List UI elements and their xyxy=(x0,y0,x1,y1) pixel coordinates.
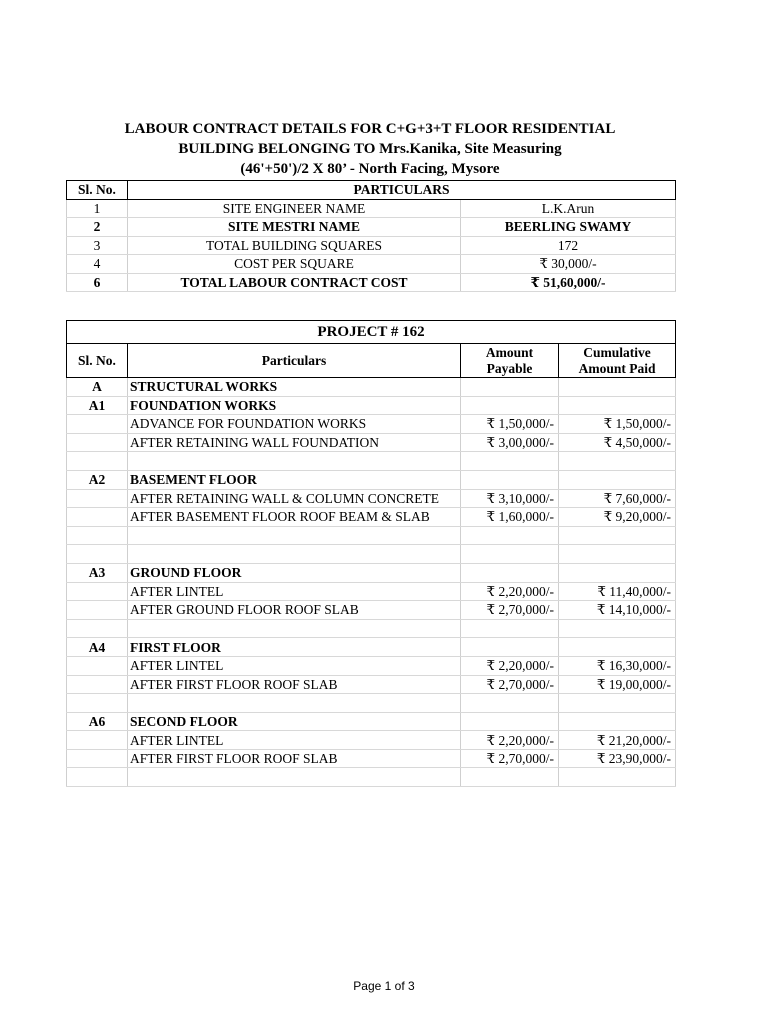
row-amount-payable: ₹ 2,20,000/- xyxy=(461,582,559,601)
row-amount-payable: ₹ 3,00,000/- xyxy=(461,433,559,452)
row-particulars: AFTER LINTEL xyxy=(128,656,461,675)
row-slno xyxy=(67,749,128,768)
row-amount-payable: ₹ 3,10,000/- xyxy=(461,489,559,508)
row-cumulative-paid: ₹ 9,20,000/- xyxy=(559,508,676,527)
cumulative-header-line-1: Cumulative xyxy=(583,344,651,360)
row-amount-payable xyxy=(461,396,559,415)
row-amount-payable: ₹ 1,50,000/- xyxy=(461,415,559,434)
row-amount-payable: ₹ 2,20,000/- xyxy=(461,656,559,675)
project-header-particulars: Particulars xyxy=(128,344,461,378)
row-amount-payable: ₹ 1,60,000/- xyxy=(461,508,559,527)
row-cumulative-paid: ₹ 23,90,000/- xyxy=(559,749,676,768)
summary-slno: 1 xyxy=(67,199,128,218)
summary-row xyxy=(67,218,676,237)
row-cumulative-paid xyxy=(559,470,676,489)
table-row xyxy=(67,545,676,564)
page-number: Page 1 of 3 xyxy=(353,979,415,993)
row-amount-payable xyxy=(461,638,559,657)
summary-value: ₹ 30,000/- xyxy=(461,255,676,274)
summary-value: ₹ 51,60,000/- xyxy=(461,273,676,292)
row-slno: A4 xyxy=(67,638,128,657)
project-table xyxy=(66,320,676,787)
row-amount-payable: ₹ 2,70,000/- xyxy=(461,749,559,768)
row-cumulative-paid xyxy=(559,452,676,471)
summary-slno: 4 xyxy=(67,255,128,274)
row-cumulative-paid xyxy=(559,563,676,582)
row-amount-payable: ₹ 2,70,000/- xyxy=(461,601,559,620)
row-amount-payable xyxy=(461,526,559,545)
summary-row xyxy=(67,255,676,274)
row-particulars: STRUCTURAL WORKS xyxy=(128,378,461,397)
row-cumulative-paid: ₹ 4,50,000/- xyxy=(559,433,676,452)
row-slno xyxy=(67,526,128,545)
table-row xyxy=(67,378,676,397)
table-row xyxy=(67,712,676,731)
row-slno xyxy=(67,731,128,750)
summary-header-particulars: PARTICULARS xyxy=(128,181,676,200)
row-particulars xyxy=(128,619,461,638)
row-slno: A3 xyxy=(67,563,128,582)
row-particulars xyxy=(128,694,461,713)
row-particulars xyxy=(128,768,461,787)
row-cumulative-paid xyxy=(559,638,676,657)
row-cumulative-paid: ₹ 1,50,000/- xyxy=(559,415,676,434)
row-particulars: AFTER LINTEL xyxy=(128,582,461,601)
amount-header-line-2: Payable xyxy=(486,360,533,376)
row-slno xyxy=(67,452,128,471)
row-amount-payable xyxy=(461,694,559,713)
row-amount-payable xyxy=(461,545,559,564)
row-amount-payable xyxy=(461,563,559,582)
row-cumulative-paid xyxy=(559,619,676,638)
row-cumulative-paid xyxy=(559,694,676,713)
row-slno: A1 xyxy=(67,396,128,415)
row-particulars: AFTER FIRST FLOOR ROOF SLAB xyxy=(128,675,461,694)
doc-title-line-1: LABOUR CONTRACT DETAILS FOR C+G+3+T FLOOR RESIDENTIAL xyxy=(124,121,616,137)
row-slno xyxy=(67,675,128,694)
summary-slno: 2 xyxy=(67,218,128,237)
cumulative-header-line-2: Amount Paid xyxy=(578,360,656,376)
summary-slno: 6 xyxy=(67,273,128,292)
row-slno: A xyxy=(67,378,128,397)
doc-title-line-3: (46'+50')/2 X 80’ - North Facing, Mysore xyxy=(240,161,500,177)
row-slno xyxy=(67,601,128,620)
table-row xyxy=(67,638,676,657)
row-amount-payable xyxy=(461,768,559,787)
row-cumulative-paid: ₹ 11,40,000/- xyxy=(559,582,676,601)
row-cumulative-paid xyxy=(559,768,676,787)
row-particulars: ADVANCE FOR FOUNDATION WORKS xyxy=(128,415,461,434)
project-title: PROJECT # 162 xyxy=(67,321,676,344)
table-row xyxy=(67,694,676,713)
doc-title-line-2: BUILDING BELONGING TO Mrs.Kanika, Site Measuring xyxy=(178,141,562,157)
row-slno: A2 xyxy=(67,470,128,489)
summary-label: TOTAL LABOUR CONTRACT COST xyxy=(128,273,461,292)
row-slno xyxy=(67,489,128,508)
row-particulars: AFTER RETAINING WALL & COLUMN CONCRETE xyxy=(128,489,461,508)
project-header-amount xyxy=(461,344,559,378)
table-row xyxy=(67,415,676,434)
row-particulars: AFTER RETAINING WALL FOUNDATION xyxy=(128,433,461,452)
row-amount-payable: ₹ 2,70,000/- xyxy=(461,675,559,694)
row-slno xyxy=(67,508,128,527)
row-particulars: AFTER BASEMENT FLOOR ROOF BEAM & SLAB xyxy=(128,508,461,527)
row-particulars: SECOND FLOOR xyxy=(128,712,461,731)
row-cumulative-paid xyxy=(559,526,676,545)
amount-header-line-1: Amount xyxy=(485,344,534,360)
summary-label: SITE ENGINEER NAME xyxy=(128,199,461,218)
row-amount-payable xyxy=(461,619,559,638)
row-cumulative-paid xyxy=(559,396,676,415)
table-row xyxy=(67,433,676,452)
row-particulars: AFTER GROUND FLOOR ROOF SLAB xyxy=(128,601,461,620)
table-row xyxy=(67,489,676,508)
row-amount-payable xyxy=(461,452,559,471)
row-particulars: BASEMENT FLOOR xyxy=(128,470,461,489)
row-cumulative-paid xyxy=(559,712,676,731)
table-row xyxy=(67,582,676,601)
row-amount-payable: ₹ 2,20,000/- xyxy=(461,731,559,750)
row-cumulative-paid: ₹ 14,10,000/- xyxy=(559,601,676,620)
summary-row xyxy=(67,273,676,292)
summary-value: BEERLING SWAMY xyxy=(461,218,676,237)
table-row xyxy=(67,619,676,638)
row-slno xyxy=(67,619,128,638)
row-amount-payable xyxy=(461,470,559,489)
row-slno xyxy=(67,433,128,452)
project-header-cumulative xyxy=(559,344,676,378)
table-row xyxy=(67,396,676,415)
row-particulars: GROUND FLOOR xyxy=(128,563,461,582)
summary-value: L.K.Arun xyxy=(461,199,676,218)
table-row xyxy=(67,768,676,787)
table-row xyxy=(67,675,676,694)
summary-label: COST PER SQUARE xyxy=(128,255,461,274)
row-slno xyxy=(67,415,128,434)
summary-row xyxy=(67,236,676,255)
row-slno xyxy=(67,694,128,713)
table-row xyxy=(67,601,676,620)
row-amount-payable xyxy=(461,378,559,397)
table-row xyxy=(67,452,676,471)
summary-slno: 3 xyxy=(67,236,128,255)
row-cumulative-paid xyxy=(559,545,676,564)
row-cumulative-paid: ₹ 16,30,000/- xyxy=(559,656,676,675)
summary-row xyxy=(67,199,676,218)
table-row xyxy=(67,508,676,527)
row-slno xyxy=(67,656,128,675)
row-cumulative-paid: ₹ 19,00,000/- xyxy=(559,675,676,694)
row-slno xyxy=(67,545,128,564)
summary-label: TOTAL BUILDING SQUARES xyxy=(128,236,461,255)
row-particulars: AFTER LINTEL xyxy=(128,731,461,750)
row-particulars: AFTER FIRST FLOOR ROOF SLAB xyxy=(128,749,461,768)
summary-value: 172 xyxy=(461,236,676,255)
table-row xyxy=(67,563,676,582)
row-particulars xyxy=(128,452,461,471)
row-particulars: FOUNDATION WORKS xyxy=(128,396,461,415)
table-row xyxy=(67,470,676,489)
table-row xyxy=(67,656,676,675)
summary-label: SITE MESTRI NAME xyxy=(128,218,461,237)
row-slno xyxy=(67,582,128,601)
row-particulars xyxy=(128,526,461,545)
row-slno: A6 xyxy=(67,712,128,731)
row-particulars xyxy=(128,545,461,564)
row-amount-payable xyxy=(461,712,559,731)
row-cumulative-paid: ₹ 7,60,000/- xyxy=(559,489,676,508)
row-cumulative-paid xyxy=(559,378,676,397)
project-header-slno: Sl. No. xyxy=(67,344,128,378)
row-particulars: FIRST FLOOR xyxy=(128,638,461,657)
summary-header-slno: Sl. No. xyxy=(67,181,128,200)
table-row xyxy=(67,526,676,545)
table-row xyxy=(67,749,676,768)
table-row xyxy=(67,731,676,750)
summary-table xyxy=(66,180,676,292)
row-slno xyxy=(67,768,128,787)
row-cumulative-paid: ₹ 21,20,000/- xyxy=(559,731,676,750)
